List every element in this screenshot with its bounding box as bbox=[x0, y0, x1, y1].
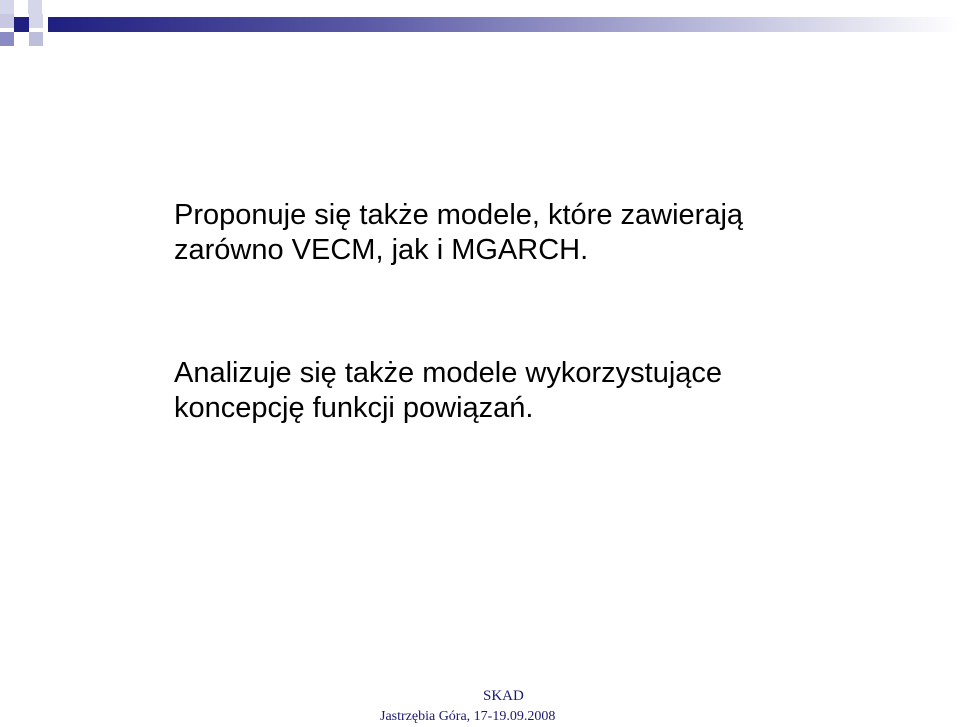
deco-square-light-3 bbox=[0, 14, 14, 28]
footer-title: SKAD bbox=[483, 688, 524, 704]
deco-square-light-4 bbox=[29, 14, 43, 28]
deco-square-white bbox=[14, 0, 28, 14]
deco-square-light-1 bbox=[0, 0, 14, 14]
deco-square-dark-1 bbox=[14, 17, 29, 32]
deco-square-light-2 bbox=[28, 0, 42, 14]
paragraph-1-line-1: Proponuje się także modele, które zawierają bbox=[174, 199, 744, 231]
paragraph-vecm-mgarch bbox=[174, 198, 934, 268]
paragraph-2-line-2: koncepcję funkcji powiązań. bbox=[174, 392, 534, 424]
header-gradient-bar bbox=[48, 17, 960, 32]
deco-square-light-5 bbox=[29, 32, 43, 46]
header-decoration bbox=[0, 0, 960, 70]
deco-square-mid-1 bbox=[0, 32, 14, 46]
footer-subtitle: Jastrzębia Góra, 17-19.09.2008 bbox=[380, 709, 556, 724]
paragraph-1-line-2: zarówno VECM, jak i MGARCH. bbox=[174, 234, 589, 266]
paragraph-copula bbox=[174, 356, 934, 426]
paragraph-2-line-1: Analizuje się także modele wykorzystujące bbox=[174, 357, 723, 389]
